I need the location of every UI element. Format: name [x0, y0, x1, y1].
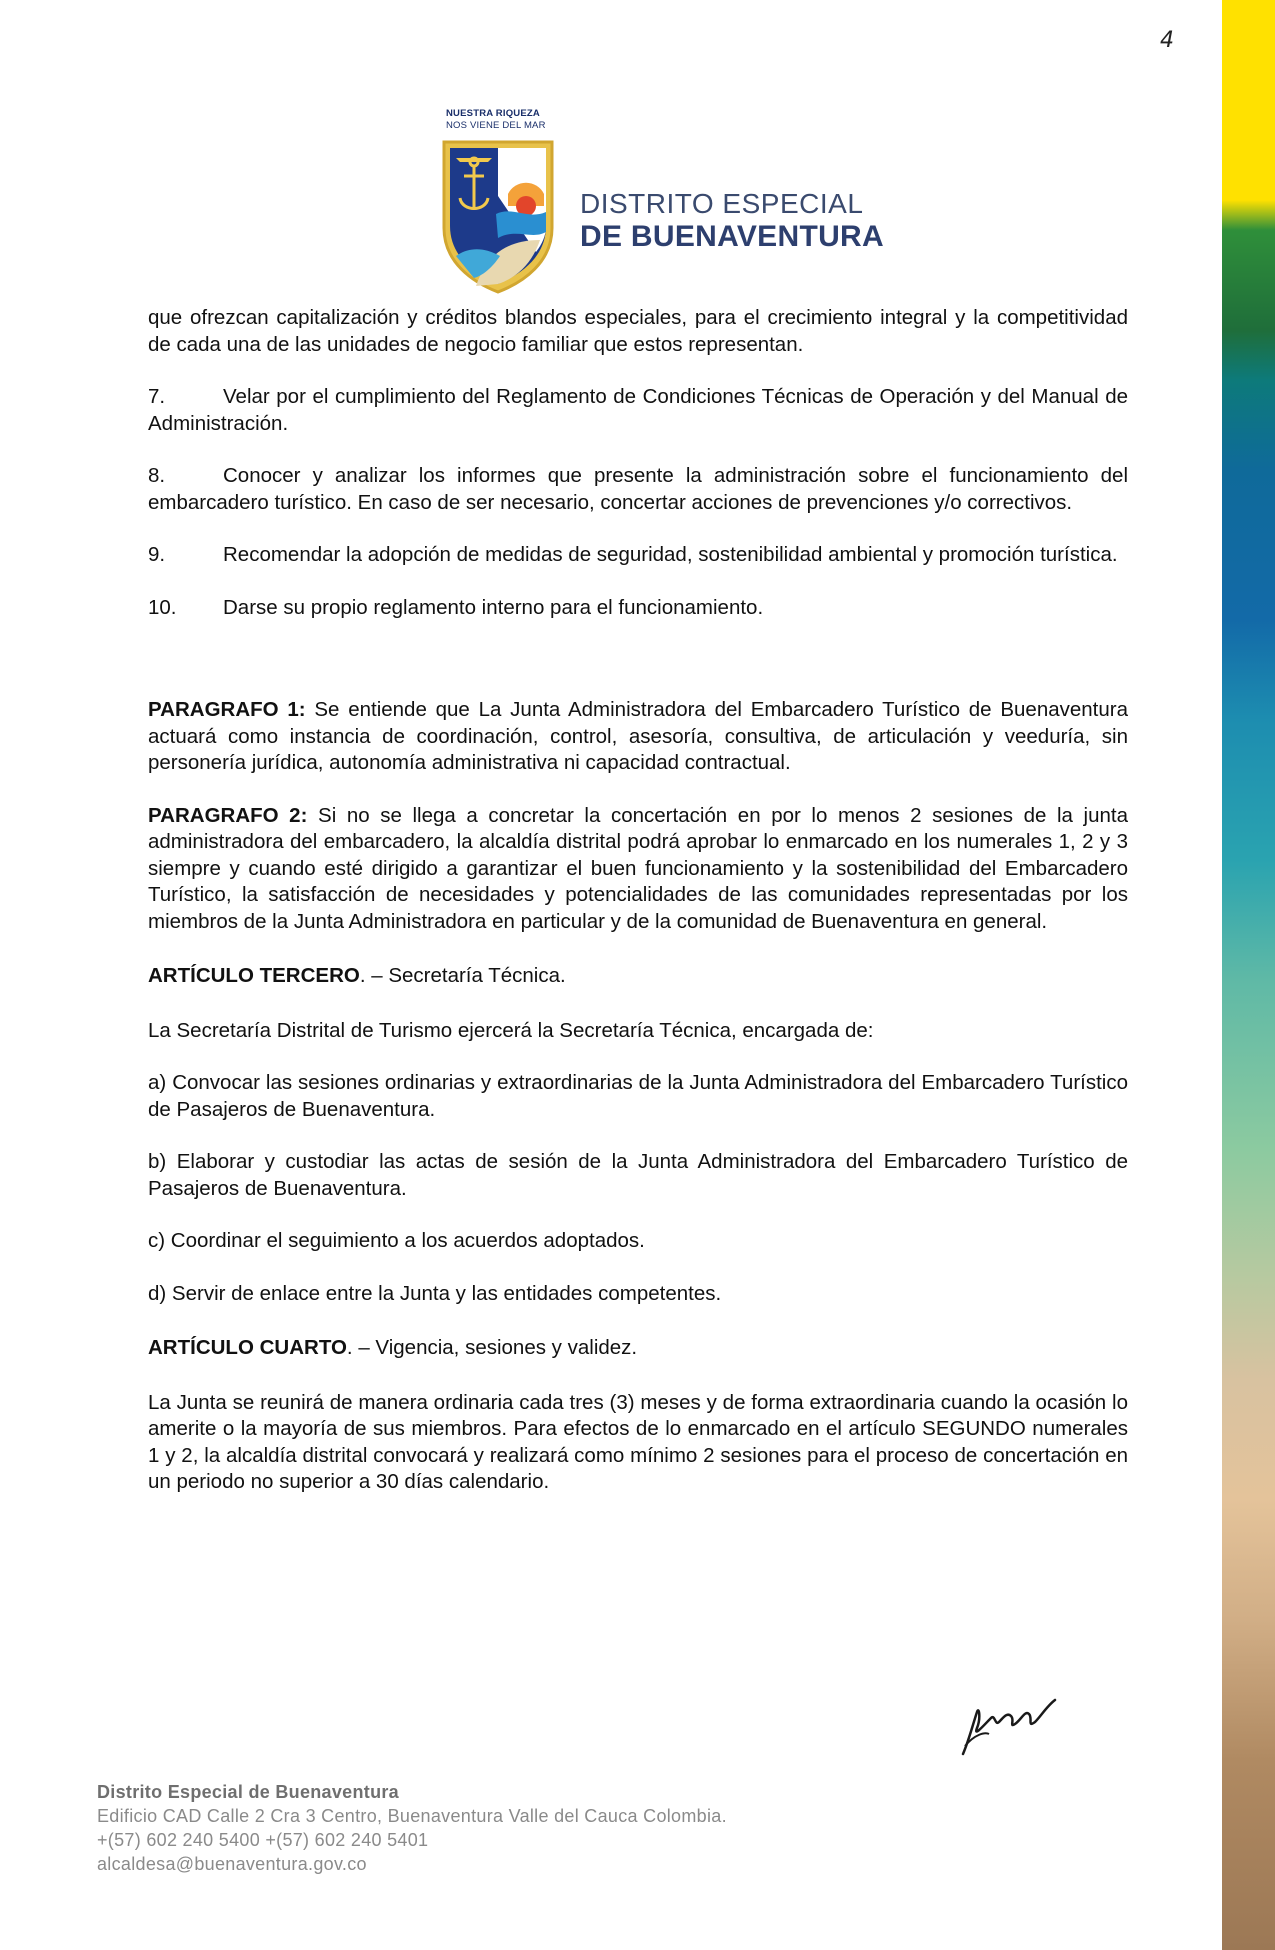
continuation-paragraph: que ofrezcan capitalización y créditos blandos especiales, para el crecimiento integral y la competitividad de cada una de las unidades de negocio familiar que estos representan.	[148, 306, 1128, 356]
article-3-item: a) Convocar las sesiones ordinarias y extraordinarias de la Junta Administradora del Embarcadero Turístico de Pasajeros de Buenaventura.	[148, 1071, 1128, 1121]
paragrafo-1-label: PARAGRAFO 1:	[148, 698, 306, 721]
footer-phones: +(57) 602 240 5400 +(57) 602 240 5401	[97, 1830, 429, 1850]
article-4-title: . – Vigencia, sesiones y validez.	[346, 1336, 638, 1359]
handwritten-signature-icon	[955, 1688, 1065, 1758]
page-number: 4	[1160, 28, 1174, 53]
list-item	[148, 595, 1128, 622]
decorative-side-band	[1222, 0, 1275, 1950]
paragrafo-2	[148, 803, 1128, 936]
header-logo	[436, 108, 896, 298]
article-3-intro: La Secretaría Distrital de Turismo ejercerá la Secretaría Técnica, encargada de:	[148, 1018, 874, 1042]
footer-address: Edificio CAD Calle 2 Cra 3 Centro, Buenaventura Valle del Cauca Colombia.	[97, 1806, 727, 1826]
article-4-label: ARTÍCULO CUARTO	[148, 1336, 347, 1359]
list-item-text: Recomendar la adopción de medidas de seguridad, sostenibilidad ambiental y promoción turística.	[223, 543, 1118, 566]
list-item	[148, 384, 1128, 437]
paragrafo-1-text: Se entiende que La Junta Administradora del Embarcadero Turístico de Buenaventura actuará como instancia de coordinación, control, asesoría, consultiva, de articulación y veeduría, sin personería jurídica, autonomía administrativa ni capacidad contractual.	[148, 698, 1129, 774]
article-4-heading	[148, 1335, 1128, 1362]
list-item-text: Velar por el cumplimiento del Reglamento de Condiciones Técnicas de Operación y del Manual de Administración.	[148, 385, 1128, 435]
article-3-title: . – Secretaría Técnica.	[359, 964, 566, 987]
list-item	[148, 463, 1128, 516]
article-3-item: c) Coordinar el seguimiento a los acuerdos adoptados.	[148, 1229, 645, 1252]
list-item-number: 10.	[148, 595, 177, 619]
article-3-label: ARTÍCULO TERCERO	[148, 964, 360, 987]
list-item-number: 7.	[148, 385, 166, 408]
paragrafo-1	[148, 697, 1128, 777]
article-3-item: d) Servir de enlace entre la Junta y las entidades competentes.	[148, 1281, 722, 1305]
list-item-number: 8.	[148, 464, 166, 487]
article-3-heading	[148, 963, 1128, 990]
list-item	[148, 542, 1128, 569]
coat-of-arms-icon	[436, 136, 560, 296]
document-body	[148, 305, 1128, 1496]
org-name-line1: DISTRITO ESPECIAL	[580, 188, 864, 219]
logo-motto	[446, 108, 566, 132]
organization-name	[580, 188, 884, 254]
footer-org: Distrito Especial de Buenaventura	[97, 1782, 399, 1802]
paragrafo-2-label: PARAGRAFO 2:	[148, 803, 308, 827]
paragrafo-2-text: Si no se llega a concretar la concertación en por lo menos 2 sesiones de la junta administradora del embarcadero, la alcaldía distrital podrá aprobar lo enmarcado en los numerales 1, 2 y 3 siempre y cuando esté dirigido a garantizar el buen funcionamiento y la sostenibilidad del Embarcadero Turístico, la satisfacción de necesidades y potencialidades de las comunidades representadas por los miembros de la Junta Administradora en particular y de la comunidad de Buenaventura en general.	[148, 803, 1128, 933]
logo-motto-line2: NOS VIENE DEL MAR	[446, 120, 546, 131]
logo-motto-line1: NUESTRA RIQUEZA	[446, 108, 540, 119]
article-3-item: b) Elaborar y custodiar las actas de sesión de la Junta Administradora del Embarcadero Turístico de Pasajeros de Buenaventura.	[148, 1150, 1128, 1200]
list-item-number: 9.	[148, 543, 166, 566]
list-item-text: Darse su propio reglamento interno para el funcionamiento.	[223, 595, 764, 619]
footer	[97, 1780, 857, 1876]
footer-email: alcaldesa@buenaventura.gov.co	[97, 1854, 367, 1874]
article-4-text: La Junta se reunirá de manera ordinaria cada tres (3) meses y de forma extraordinaria cuando la ocasión lo amerite o la mayoría de sus miembros. Para efectos de lo enmarcado en el artículo SEGUNDO numerales 1 y 2, la alcaldía distrital convocará y realizará como mínimo 2 sesiones para el proceso de concertación en un periodo no superior a 30 días calendario.	[148, 1390, 1128, 1493]
list-item-text: Conocer y analizar los informes que presente la administración sobre el funcionamiento del embarcadero turístico. En caso de ser necesario, concertar acciones de prevenciones y/o correctivos.	[148, 464, 1128, 514]
org-name-line2: DE BUENAVENTURA	[580, 220, 884, 253]
